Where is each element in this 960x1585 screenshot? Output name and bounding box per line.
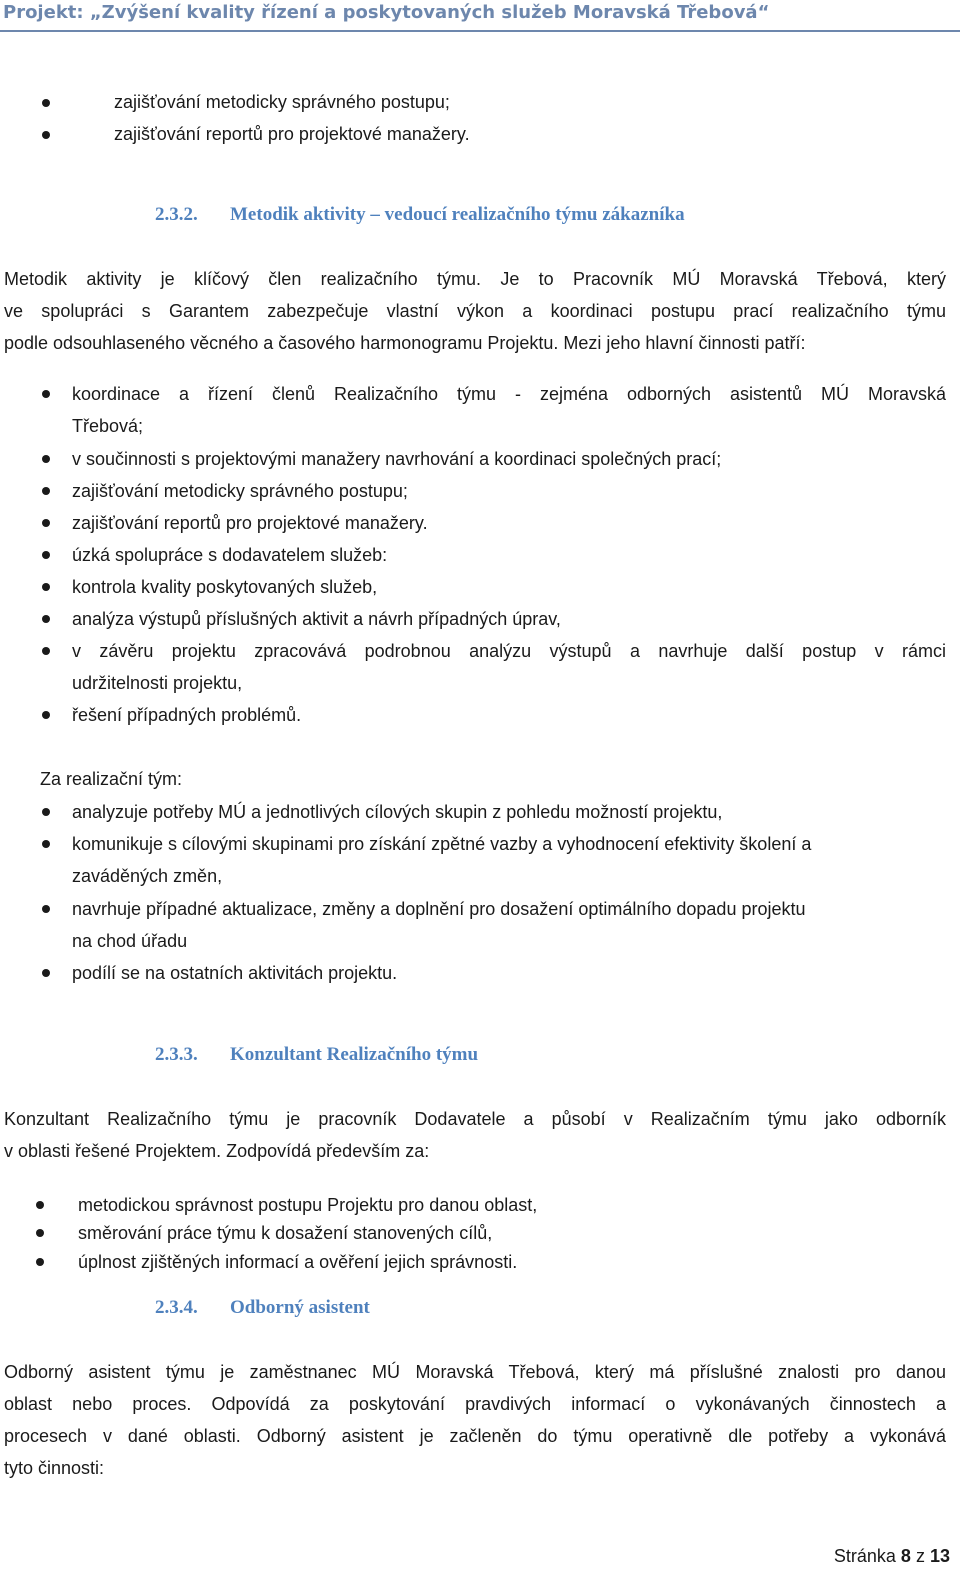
list-item: podílí se na ostatních aktivitách projektu.: [72, 963, 398, 983]
list-item: navrhuje případné aktualizace, změny a doplnění pro dosažení optimálního dopadu projektu: [72, 899, 806, 919]
list-item: úzká spolupráce s dodavatelem služeb:: [72, 545, 388, 565]
list-item: v součinnosti s projektovými manažery navrhování a koordinaci společných prací;: [72, 449, 722, 469]
list-item: úplnost zjištěných informací a ověření jejich správnosti.: [78, 1252, 518, 1272]
section-title: Odborný asistent: [230, 1297, 370, 1318]
list-item: metodickou správnost postupu Projektu pro danou oblast,: [78, 1195, 538, 1215]
bullet-icon: [36, 1258, 44, 1266]
section-number: 2.3.4.: [155, 1297, 198, 1318]
paragraph-line: tyto činnosti:: [4, 1458, 105, 1478]
footer-page-number: 8: [900, 1546, 911, 1566]
bullet-icon: [42, 131, 50, 139]
bullet-icon: [36, 1201, 44, 1209]
list-item: v závěru projektu zpracovává podrobnou analýzu výstupů a navrhuje další postup v rámci: [72, 641, 946, 661]
bullet-icon: [42, 99, 50, 107]
bullet-icon: [36, 1229, 44, 1237]
paragraph-line: podle odsouhlaseného věcného a časového harmonogramu Projektu. Mezi jeho hlavní činnosti patří:: [4, 333, 806, 353]
paragraph-line: Odborný asistent týmu je zaměstnanec MÚ Moravská Třebová, který má příslušné znalosti pro danou: [4, 1362, 946, 1382]
list-item-continuation: udržitelnosti projektu,: [72, 673, 243, 693]
page-header: [0, 0, 960, 32]
bullet-icon: [42, 711, 50, 719]
bullet-icon: [42, 808, 50, 816]
paragraph-line: oblast nebo proces. Odpovídá za poskytování pravdivých informací o vykonávaných činnostech a: [4, 1394, 946, 1414]
bullet-icon: [42, 905, 50, 913]
page-footer: [834, 1546, 950, 1567]
bullet-icon: [42, 840, 50, 848]
paragraph-line: Metodik aktivity je klíčový člen realizačního týmu. Je to Pracovník MÚ Moravská Třebová, který: [4, 269, 946, 289]
bullet-icon: [42, 519, 50, 527]
bullet-icon: [42, 455, 50, 463]
list-item: analýza výstupů příslušných aktivit a návrh případných úprav,: [72, 609, 561, 629]
bullet-icon: [42, 390, 50, 398]
section-heading-234: [155, 1297, 370, 1319]
list-item: zajišťování reportů pro projektové manažery.: [114, 124, 470, 144]
section-number: 2.3.3.: [155, 1044, 198, 1065]
paragraph-line: Konzultant Realizačního týmu je pracovník Dodavatele a působí v Realizačním týmu jako odborník: [4, 1109, 946, 1129]
section-heading-233: [155, 1044, 478, 1066]
section-title: Metodik aktivity – vedoucí realizačního týmu zákazníka: [230, 204, 685, 225]
list-item: řešení případných problémů.: [72, 705, 302, 725]
bullet-icon: [42, 969, 50, 977]
list-item: koordinace a řízení členů Realizačního týmu - zejména odborných asistentů MÚ Moravská: [72, 384, 946, 404]
list-item-continuation: Třebová;: [72, 416, 144, 436]
list-item-continuation: na chod úřadu: [72, 931, 188, 951]
list-item: zajišťování reportů pro projektové manažery.: [72, 513, 428, 533]
section-heading-232: [155, 204, 685, 226]
header-title: Projekt: „Zvýšení kvality řízení a poskytovaných služeb Moravská Třebová“: [3, 2, 770, 23]
section-number: 2.3.2.: [155, 204, 198, 225]
list-item: komunikuje s cílovými skupinami pro získání zpětné vazby a vyhodnocení efektivity školení a: [72, 834, 812, 854]
footer-total-pages: 13: [929, 1546, 950, 1566]
list-item: kontrola kvality poskytovaných služeb,: [72, 577, 378, 597]
bullet-icon: [42, 551, 50, 559]
paragraph-line: v oblasti řešené Projektem. Zodpovídá především za:: [4, 1141, 430, 1161]
list-item: zajišťování metodicky správného postupu;: [114, 92, 450, 112]
section-title: Konzultant Realizačního týmu: [230, 1044, 479, 1065]
footer-of: z: [915, 1546, 925, 1566]
footer-label: Stránka: [833, 1546, 896, 1566]
bullet-icon: [42, 615, 50, 623]
paragraph-line: ve spolupráci s Garantem zabezpečuje vlastní výkon a koordinaci postupu prací realizačního týmu: [4, 301, 946, 321]
list-item-continuation: zaváděných změn,: [72, 866, 223, 886]
bullet-icon: [42, 647, 50, 655]
list-item: zajišťování metodicky správného postupu;: [72, 481, 408, 501]
bullet-icon: [42, 583, 50, 591]
list-item: analyzuje potřeby MÚ a jednotlivých cílových skupin z pohledu možností projektu,: [72, 802, 723, 822]
bullet-icon: [42, 487, 50, 495]
paragraph-line: procesech v dané oblasti. Odborný asistent je začleněn do týmu operativně dle potřeby a vykonává: [4, 1426, 946, 1446]
list-item: směrování práce týmu k dosažení stanovených cílů,: [78, 1223, 493, 1243]
team-label: Za realizační tým:: [40, 769, 183, 789]
